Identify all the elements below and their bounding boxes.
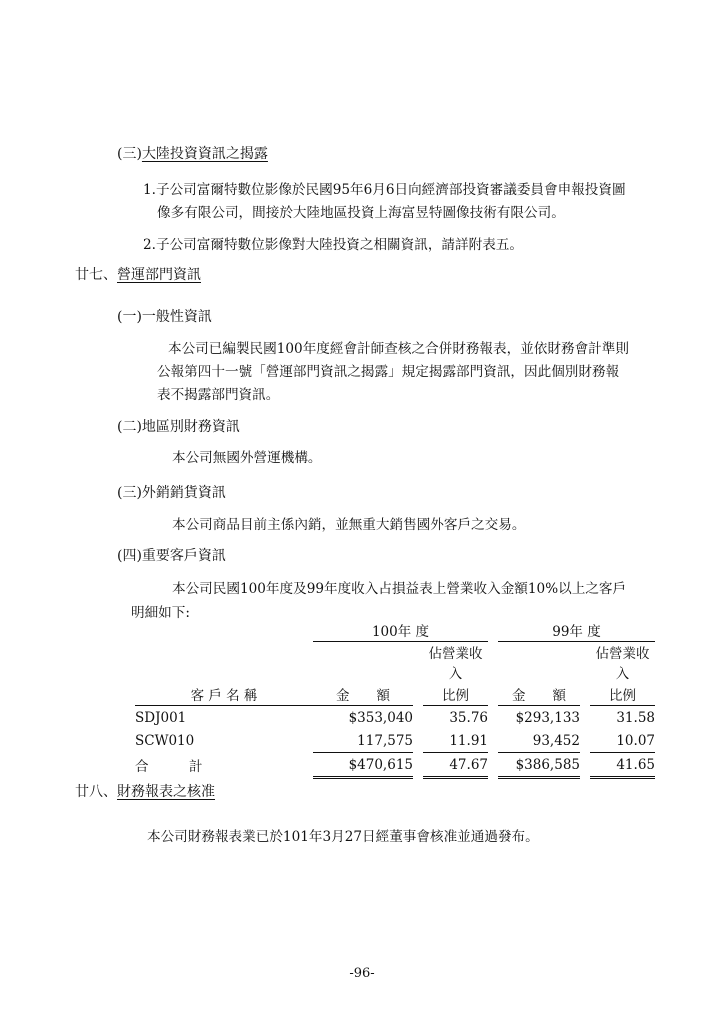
amount-100: 117,575 — [313, 729, 413, 753]
year-99-header: 99年 度 — [498, 618, 655, 642]
mainland-investment-line-1: 1.子公司富爾特數位影像於民國95年6月6日向經濟部投資審議委員會申報投資圖 — [143, 182, 626, 198]
ratio-top-99: 佔營業收入 — [595, 646, 650, 682]
year-100-header: 100年 度 — [313, 618, 488, 642]
total-ratio-100: 47.67 — [423, 753, 488, 778]
ratio-99: 10.07 — [590, 729, 655, 753]
ratio-100: 11.91 — [423, 729, 488, 753]
page-number: -96- — [349, 966, 375, 981]
major-customer-table — [135, 618, 655, 779]
regional-info-text: 本公司無國外營運機構。 — [172, 450, 322, 466]
customer-name: SCW010 — [135, 732, 195, 749]
mainland-investment-line-3: 2.子公司富爾特數位影像對大陸投資之相關資訊，請詳附表五。 — [143, 237, 523, 253]
ratio-100: 35.76 — [449, 709, 488, 726]
mainland-investment-line-2: 像多有限公司，間接於大陸地區投資上海富昱特圖像技術有限公司。 — [157, 205, 565, 221]
amount-99: $293,133 — [515, 709, 580, 726]
export-sales-heading: (三)外銷銷貨資訊 — [117, 485, 226, 501]
amount-99: 93,452 — [498, 729, 580, 753]
general-info-line-1: 本公司已編製民國100年度經會計師查核之合併財務報表，並依財務會計準則 — [168, 341, 629, 357]
customer-name-header: 客 戶 名 稱 — [135, 682, 313, 706]
section-3-label: (三) — [117, 146, 142, 162]
table-header-years — [135, 618, 655, 642]
general-info-line-3: 表不揭露部門資訊。 — [157, 387, 280, 403]
total-label: 合 計 — [135, 759, 203, 775]
section-3-heading — [117, 143, 268, 163]
section-27-title: 營運部門資訊 — [117, 267, 201, 283]
section-28-label: 廿八、 — [75, 784, 117, 800]
section-28-heading — [75, 781, 215, 801]
customer-name: SDJ001 — [135, 709, 187, 726]
ratio-header-99: 比例 — [590, 682, 655, 706]
ratio-99: 31.58 — [616, 709, 655, 726]
ratio-top-100: 佔營業收入 — [428, 646, 483, 682]
major-customer-line-1: 本公司民國100年度及99年度收入占損益表上營業收入金額10%以上之客戶 — [172, 581, 627, 597]
section-27-label: 廿七、 — [75, 267, 117, 283]
table-header-columns — [135, 682, 655, 706]
table-row — [135, 706, 655, 730]
approval-text: 本公司財務報表業已於101年3月27日經董事會核准並通過發布。 — [147, 829, 539, 845]
major-customer-line-2: 明細如下: — [131, 605, 190, 621]
table-header-ratio — [135, 642, 655, 683]
total-amount-99: $386,585 — [498, 753, 580, 778]
export-sales-text: 本公司商品目前主係內銷，並無重大銷售國外客戶之交易。 — [172, 517, 526, 533]
section-28-title: 財務報表之核准 — [117, 784, 215, 800]
general-info-line-2: 公報第四十一號「營運部門資訊之揭露」規定揭露部門資訊，因此個別財務報 — [157, 364, 620, 380]
general-info-heading: (一)一般性資訊 — [117, 309, 212, 325]
table-row — [135, 729, 655, 753]
amount-header-99: 金 額 — [498, 682, 580, 706]
section-3-title: 大陸投資資訊之揭露 — [141, 146, 268, 162]
section-27-heading — [75, 264, 201, 284]
table-total-row — [135, 753, 655, 778]
regional-info-heading: (二)地區別財務資訊 — [117, 419, 240, 435]
major-customer-heading: (四)重要客戶資訊 — [117, 548, 226, 564]
total-amount-100: $470,615 — [313, 753, 413, 778]
amount-100: $353,040 — [348, 709, 413, 726]
total-ratio-99: 41.65 — [590, 753, 655, 778]
amount-header-100: 金 額 — [313, 682, 413, 706]
ratio-header-100: 比例 — [423, 682, 488, 706]
